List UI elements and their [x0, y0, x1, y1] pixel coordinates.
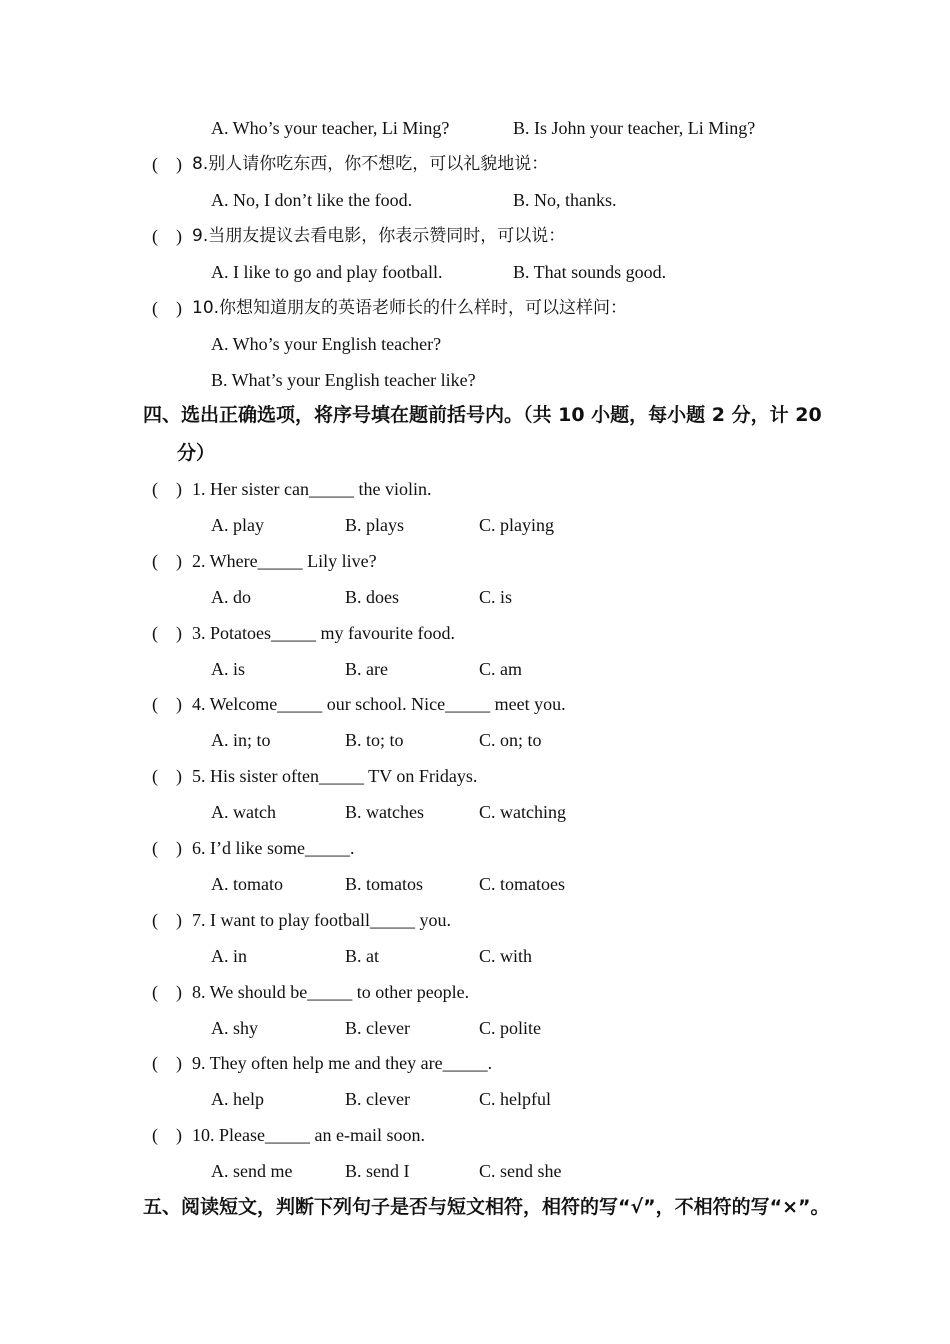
option-b: B. plays — [345, 515, 405, 535]
answer-blank: ( ) — [152, 910, 182, 930]
question-stem: 5. His sister often_____ TV on Fridays. — [192, 766, 478, 786]
answer-blank: ( ) — [152, 623, 182, 643]
answer-blank: ( ) — [152, 982, 182, 1002]
q9-option-a: A. I like to go and play football. — [211, 262, 443, 282]
option-b: B. watches — [345, 802, 424, 822]
q9-option-b: B. That sounds good. — [513, 262, 667, 282]
option-c: C. with — [479, 946, 533, 966]
question-stem: 3. Potatoes_____ my favourite food. — [192, 623, 455, 643]
section-5-heading: 五、阅读短文，判断下列句子是否与短文相符，相符的写“√”，不相符的写“×”。 — [143, 1196, 830, 1218]
option-a: A. do — [211, 587, 251, 607]
section-4-heading-cont: 分） — [177, 442, 216, 464]
answer-blank-q8: ( ) — [152, 154, 182, 174]
option-b: B. send I — [345, 1161, 410, 1181]
q10-option-b: B. What’s your English teacher like? — [211, 370, 476, 390]
option-b: B. to; to — [345, 730, 404, 750]
option-a: A. in; to — [211, 730, 271, 750]
option-a: A. tomato — [211, 874, 283, 894]
q10-option-a: A. Who’s your English teacher? — [211, 334, 442, 354]
option-b: B. clever — [345, 1089, 410, 1109]
option-c: C. helpful — [479, 1089, 551, 1109]
answer-blank: ( ) — [152, 694, 182, 714]
question-stem: 2. Where_____ Lily live? — [192, 551, 377, 571]
answer-blank: ( ) — [152, 1125, 182, 1145]
option-a: A. help — [211, 1089, 264, 1109]
option-b: B. tomatos — [345, 874, 424, 894]
option-c: C. watching — [479, 802, 566, 822]
option-a: A. is — [211, 659, 246, 679]
question-stem: 6. I’d like some_____. — [192, 838, 355, 858]
q8-stem: 8.别人请你吃东西，你不想吃，可以礼貌地说： — [192, 154, 549, 174]
question-stem: 9. They often help me and they are_____. — [192, 1053, 493, 1073]
option-a: A. shy — [211, 1018, 259, 1038]
option-c: C. on; to — [479, 730, 542, 750]
question-stem: 1. Her sister can_____ the violin. — [192, 479, 432, 499]
option-a: A. watch — [211, 802, 276, 822]
question-stem: 10. Please_____ an e-mail soon. — [192, 1125, 425, 1145]
answer-blank: ( ) — [152, 1053, 182, 1073]
option-b: B. does — [345, 587, 399, 607]
answer-blank: ( ) — [152, 766, 182, 786]
option-c: C. is — [479, 587, 513, 607]
q7-option-a: A. Who’s your teacher, Li Ming? — [211, 118, 450, 138]
option-b: B. are — [345, 659, 388, 679]
option-b: B. at — [345, 946, 379, 966]
option-a: A. in — [211, 946, 247, 966]
option-c: C. playing — [479, 515, 554, 535]
q8-option-a: A. No, I don’t like the food. — [211, 190, 413, 210]
q7-option-b: B. Is John your teacher, Li Ming? — [513, 118, 756, 138]
answer-blank: ( ) — [152, 479, 182, 499]
option-b: B. clever — [345, 1018, 410, 1038]
option-c: C. tomatoes — [479, 874, 565, 894]
answer-blank: ( ) — [152, 838, 182, 858]
option-a: A. play — [211, 515, 264, 535]
question-stem: 8. We should be_____ to other people. — [192, 982, 470, 1002]
section-4-heading: 四、选出正确选项，将序号填在题前括号内。（共 10 小题，每小题 2 分，计 20 — [143, 404, 822, 426]
q10-stem: 10.你想知道朋友的英语老师长的什么样时，可以这样问： — [192, 298, 628, 318]
option-a: A. send me — [211, 1161, 293, 1181]
answer-blank-q10: ( ) — [152, 298, 182, 318]
answer-blank: ( ) — [152, 551, 182, 571]
option-c: C. am — [479, 659, 522, 679]
option-c: C. polite — [479, 1018, 541, 1038]
question-stem: 7. I want to play football_____ you. — [192, 910, 451, 930]
question-stem: 4. Welcome_____ our school. Nice_____ meet you. — [192, 694, 566, 714]
option-c: C. send she — [479, 1161, 562, 1181]
answer-blank-q9: ( ) — [152, 226, 182, 246]
q9-stem: 9.当朋友提议去看电影，你表示赞同时，可以说： — [192, 226, 566, 246]
q8-option-b: B. No, thanks. — [513, 190, 617, 210]
